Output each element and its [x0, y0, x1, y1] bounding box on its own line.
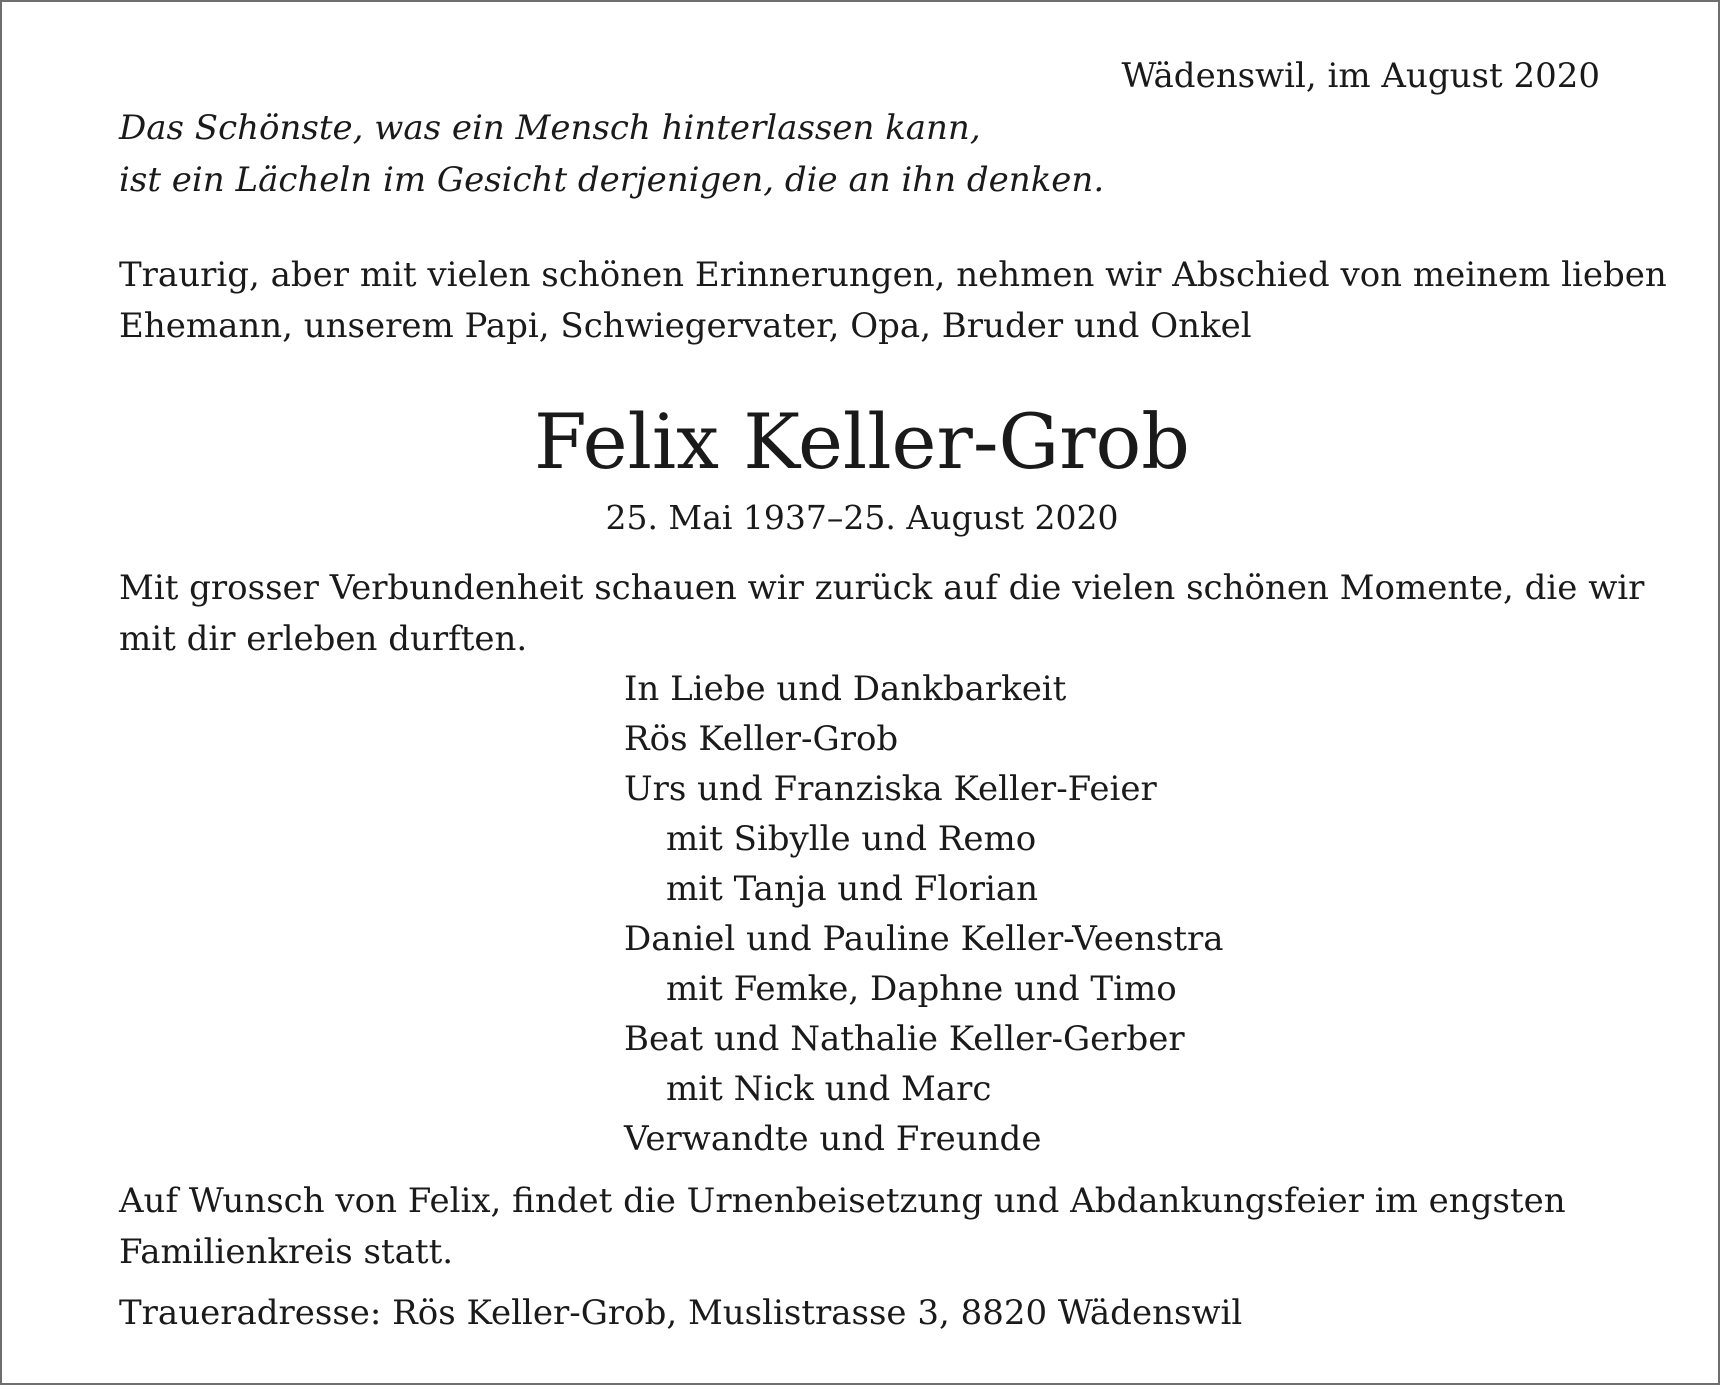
signature-line: Verwandte und Freunde — [624, 1119, 1042, 1159]
signature-line: mit Sibylle und Remo — [666, 819, 1037, 859]
motto-line: Das Schönste, was ein Mensch hinterlassen kann, — [119, 108, 981, 148]
wish-paragraph — [119, 1176, 1566, 1278]
deceased-name: Felix Keller-Grob — [534, 397, 1190, 486]
motto-quote — [119, 102, 1104, 206]
signature-line: Urs und Franziska Keller-Feier — [624, 769, 1157, 809]
life-dates: 25. Mai 1937–25. August 2020 — [605, 498, 1119, 537]
signature-line: Rös Keller-Grob — [624, 719, 899, 759]
memory-paragraph — [119, 563, 1644, 665]
intro-paragraph — [119, 250, 1667, 352]
wish-line: Familienkreis statt. — [119, 1232, 454, 1272]
place-date: Wädenswil, im August 2020 — [1121, 56, 1600, 96]
intro-line: Ehemann, unserem Papi, Schwiegervater, Opa, Bruder und Onkel — [119, 306, 1252, 346]
signature-line: Beat und Nathalie Keller-Gerber — [624, 1019, 1185, 1059]
memory-line: Mit grosser Verbundenheit schauen wir zurück auf die vielen schönen Momente, die wir — [119, 568, 1645, 608]
signature-line: mit Nick und Marc — [666, 1069, 992, 1109]
signature-line: mit Tanja und Florian — [666, 869, 1039, 909]
signature-line: Daniel und Pauline Keller-Veenstra — [624, 919, 1224, 959]
signature-list — [624, 664, 1224, 1164]
memory-line: mit dir erleben durften. — [119, 619, 528, 659]
mourning-address: Traueradresse: Rös Keller-Grob, Muslistrasse 3, 8820 Wädenswil — [119, 1293, 1243, 1333]
signature-line: mit Femke, Daphne und Timo — [666, 969, 1177, 1009]
motto-line: ist ein Lächeln im Gesicht derjenigen, die an ihn denken. — [119, 160, 1105, 200]
wish-line: Auf Wunsch von Felix, findet die Urnenbeisetzung und Abdankungsfeier im engsten — [119, 1181, 1566, 1221]
signature-line: In Liebe und Dankbarkeit — [624, 669, 1067, 709]
intro-line: Traurig, aber mit vielen schönen Erinnerungen, nehmen wir Abschied von meinem lieben — [119, 255, 1667, 295]
